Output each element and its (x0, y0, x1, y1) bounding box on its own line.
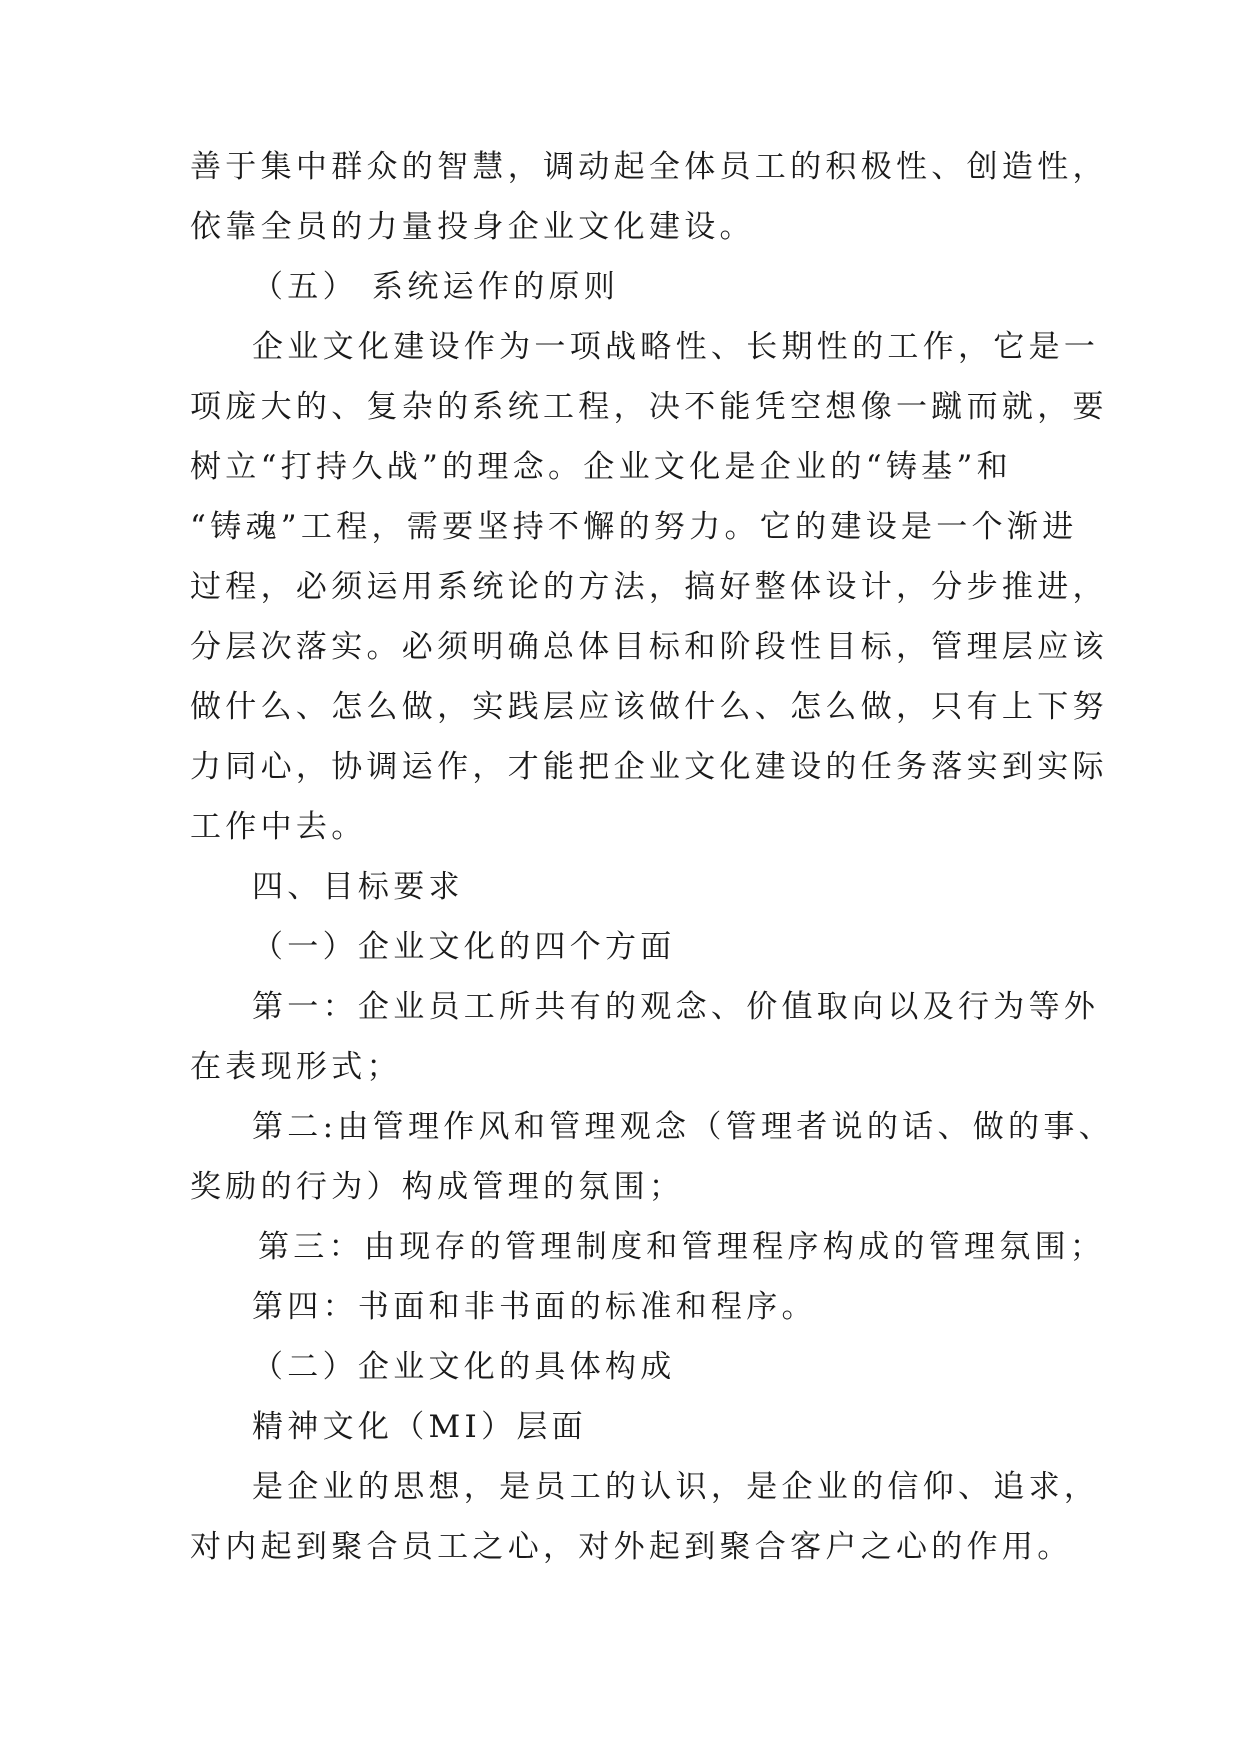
paragraph-line: 第三：由现存的管理制度和管理程序构成的管理氛围； (258, 1229, 1106, 1265)
paragraph-line: 力同心，协调运作，才能把企业文化建设的任务落实到实际 (190, 749, 1108, 785)
paragraph-line: 企业文化建设作为一项战略性、长期性的工作，它是一 (252, 329, 1100, 365)
section-heading: 精神文化（MI）层面 (252, 1409, 587, 1445)
paragraph-line: 过程，必须运用系统论的方法，搞好整体设计，分步推进， (190, 569, 1108, 605)
paragraph-line: 第一：企业员工所共有的观念、价值取向以及行为等外 (252, 989, 1100, 1025)
section-heading: （一）企业文化的四个方面 (252, 929, 676, 965)
paragraph-line: 第四：书面和非书面的标准和程序。 (252, 1289, 817, 1325)
paragraph-line: 是企业的思想，是员工的认识，是企业的信仰、追求， (252, 1469, 1100, 1505)
paragraph-line: 依靠全员的力量投身企业文化建设。 (190, 209, 755, 245)
paragraph-line: 项庞大的、复杂的系统工程，决不能凭空想像一蹴而就，要 (190, 389, 1108, 425)
paragraph-line: “铸魂”工程，需要坚持不懈的努力。它的建设是一个渐进 (190, 509, 1078, 545)
paragraph-line: 做什么、怎么做，实践层应该做什么、怎么做，只有上下努 (190, 689, 1108, 725)
paragraph-line: 奖励的行为）构成管理的氛围； (190, 1169, 685, 1205)
section-heading: （五） 系统运作的原则 (252, 269, 620, 305)
section-heading: 四、目标要求 (252, 869, 464, 905)
paragraph-line: 树立“打持久战”的理念。企业文化是企业的“铸基”和 (190, 449, 1012, 485)
paragraph-line: 善于集中群众的智慧，调动起全体员工的积极性、创造性， (190, 149, 1108, 185)
paragraph-line: 对内起到聚合员工之心，对外起到聚合客户之心的作用。 (190, 1529, 1073, 1565)
paragraph-line: 在表现形式； (190, 1049, 402, 1085)
paragraph-line: 工作中去。 (190, 809, 367, 845)
section-heading: （二）企业文化的具体构成 (252, 1349, 676, 1385)
paragraph-line: 第二:由管理作风和管理观念（管理者说的话、做的事、 (252, 1109, 1114, 1145)
paragraph-line: 分层次落实。必须明确总体目标和阶段性目标，管理层应该 (190, 629, 1108, 665)
